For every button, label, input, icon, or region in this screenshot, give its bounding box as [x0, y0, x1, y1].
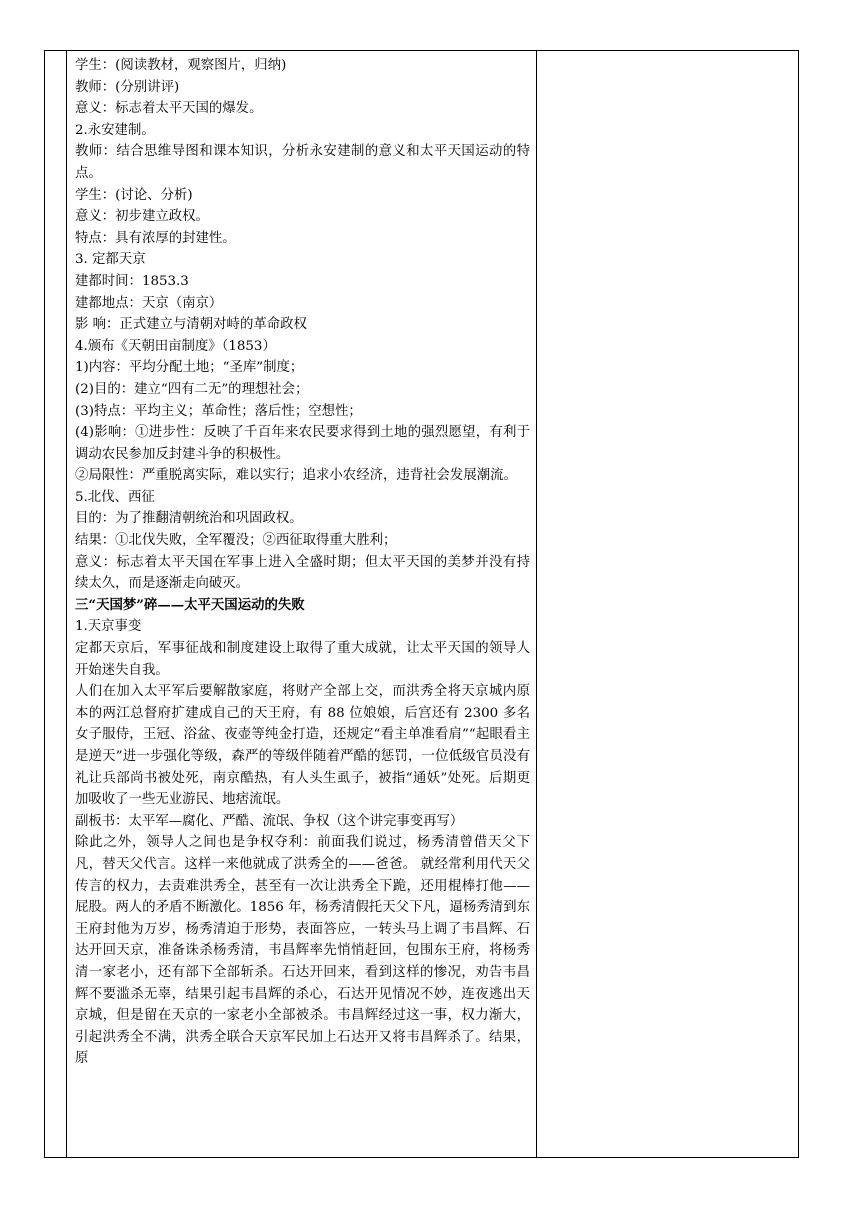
- text-line: 意义：标志着太平天国的爆发。: [75, 101, 263, 117]
- text-line: 1.天京事变: [75, 619, 142, 635]
- section-heading: 三“天国梦”碎——太平天国运动的失败: [75, 596, 305, 613]
- text-line: 教师：(分别讲评): [75, 79, 180, 95]
- text-line: 学生：(讨论、分析): [75, 187, 193, 203]
- text-line: 3. 定都天京: [75, 252, 146, 268]
- text-line: 意义：标志着太平天国在军事上进入全盛时期；但太平天国的美梦并没有持续太久，而是逐渐走向破灭。: [75, 554, 530, 592]
- text-line: 特点：具有浓厚的封建性。: [75, 230, 236, 246]
- text-line: 定都天京后，军事征战和制度建设上取得了重大成就，让太平天国的领导人开始迷失自我。: [75, 641, 530, 678]
- text-line: (3)特点：平均主义；革命性；落后性；空想性；: [75, 403, 362, 419]
- text-line: 教师：结合思维导图和课本知识，分析永安建制的意义和太平天国运动的特点。: [75, 144, 530, 181]
- text-line: (4)影响：①进步性：反映了千百年来农民要求得到土地的强烈愿望，有利于调动农民参加反封建斗争的积极性。: [75, 425, 530, 462]
- teaching-content: [67, 51, 536, 1070]
- teaching-process-cell: [67, 51, 537, 1158]
- left-margin-cell: [45, 51, 67, 1158]
- text-line: (2)目的：建立“四有二无”的理想社会；: [75, 381, 309, 397]
- text-line: 建都时间：1853.3: [75, 273, 189, 289]
- text-line: ②局限性：严重脱离实际，难以实行；追求小农经济，违背社会发展潮流。: [75, 468, 517, 484]
- text-line: 人们在加入太平军后要解散家庭，将财产全部上交，而洪秀全将天京城内原本的两江总督府扩建成自己的天王府，有 88 位娘娘，后宫还有 2300 多名女子服侍，王冠、浴盆、夜壶等纯金打造，还规定“看主单准看肩”“起眼看主是逆天”进一步强化等级，森严的等级伴随着严酷的惩罚，一位低级官员没有礼让兵部尚书被处死，南京酷热，有人头生虱子，被指“通妖”处死。后期更加吸收了一些无业游民、地痞流氓。: [75, 684, 530, 808]
- text-line: 副板书：太平军—腐化、严酷、流氓、争权（这个讲完事变再写）: [75, 813, 464, 829]
- text-line: 结果：①北伐失败，全军覆没；②西征取得重大胜利；: [75, 533, 397, 549]
- lesson-plan-table: [44, 50, 799, 1158]
- text-line: 意义：初步建立政权。: [75, 209, 209, 225]
- text-line: 目的：为了推翻清朝统治和巩固政权。: [75, 511, 303, 527]
- text-line: 建都地点：天京（南京）: [75, 295, 223, 311]
- text-line: 学生：(阅读教材，观察图片，归纳): [75, 58, 287, 73]
- table-row: [45, 51, 799, 1158]
- text-line: 4.颁布《天朝田亩制度》（1853）: [75, 338, 276, 354]
- text-line: 影 响：正式建立与清朝对峙的革命政权: [75, 317, 307, 333]
- notes-cell: [537, 51, 799, 1158]
- text-line: 5.北伐、西征: [75, 489, 155, 505]
- text-line: 2.永安建制。: [75, 122, 155, 138]
- text-line: 除此之外，领导人之间也是争权夺利：前面我们说过，杨秀清曾借天父下凡，替天父代言。这样一来他就成了洪秀全的——爸爸。 就经常利用代天父传言的权力，去责难洪秀全，甚至有一次让洪秀全下跪，还用棍棒打他——屁股。两人的矛盾不断激化。1856 年，杨秀清假托天父下凡，逼杨秀清到东王府封他为万岁，杨秀清迫于形势，表面答应，一转头马上调了韦昌辉、石达开回天京，准备诛杀杨秀清，韦昌辉率先悄悄赶回，包围东王府，将杨秀清一家老小，还有部下全部斩杀。石达开回来，看到这样的惨况，劝告韦昌辉不要滥杀无辜，结果引起韦昌辉的杀心，石达开见情况不妙，连夜逃出天京城，但是留在天京的一家老小全部被杀。韦昌辉经过这一事，权力渐大，引起洪秀全不满，洪秀全联合天京军民加上石达开又将韦昌辉杀了。结果，原: [75, 835, 530, 1067]
- text-line: 1)内容：平均分配土地；“圣库”制度；: [75, 360, 304, 376]
